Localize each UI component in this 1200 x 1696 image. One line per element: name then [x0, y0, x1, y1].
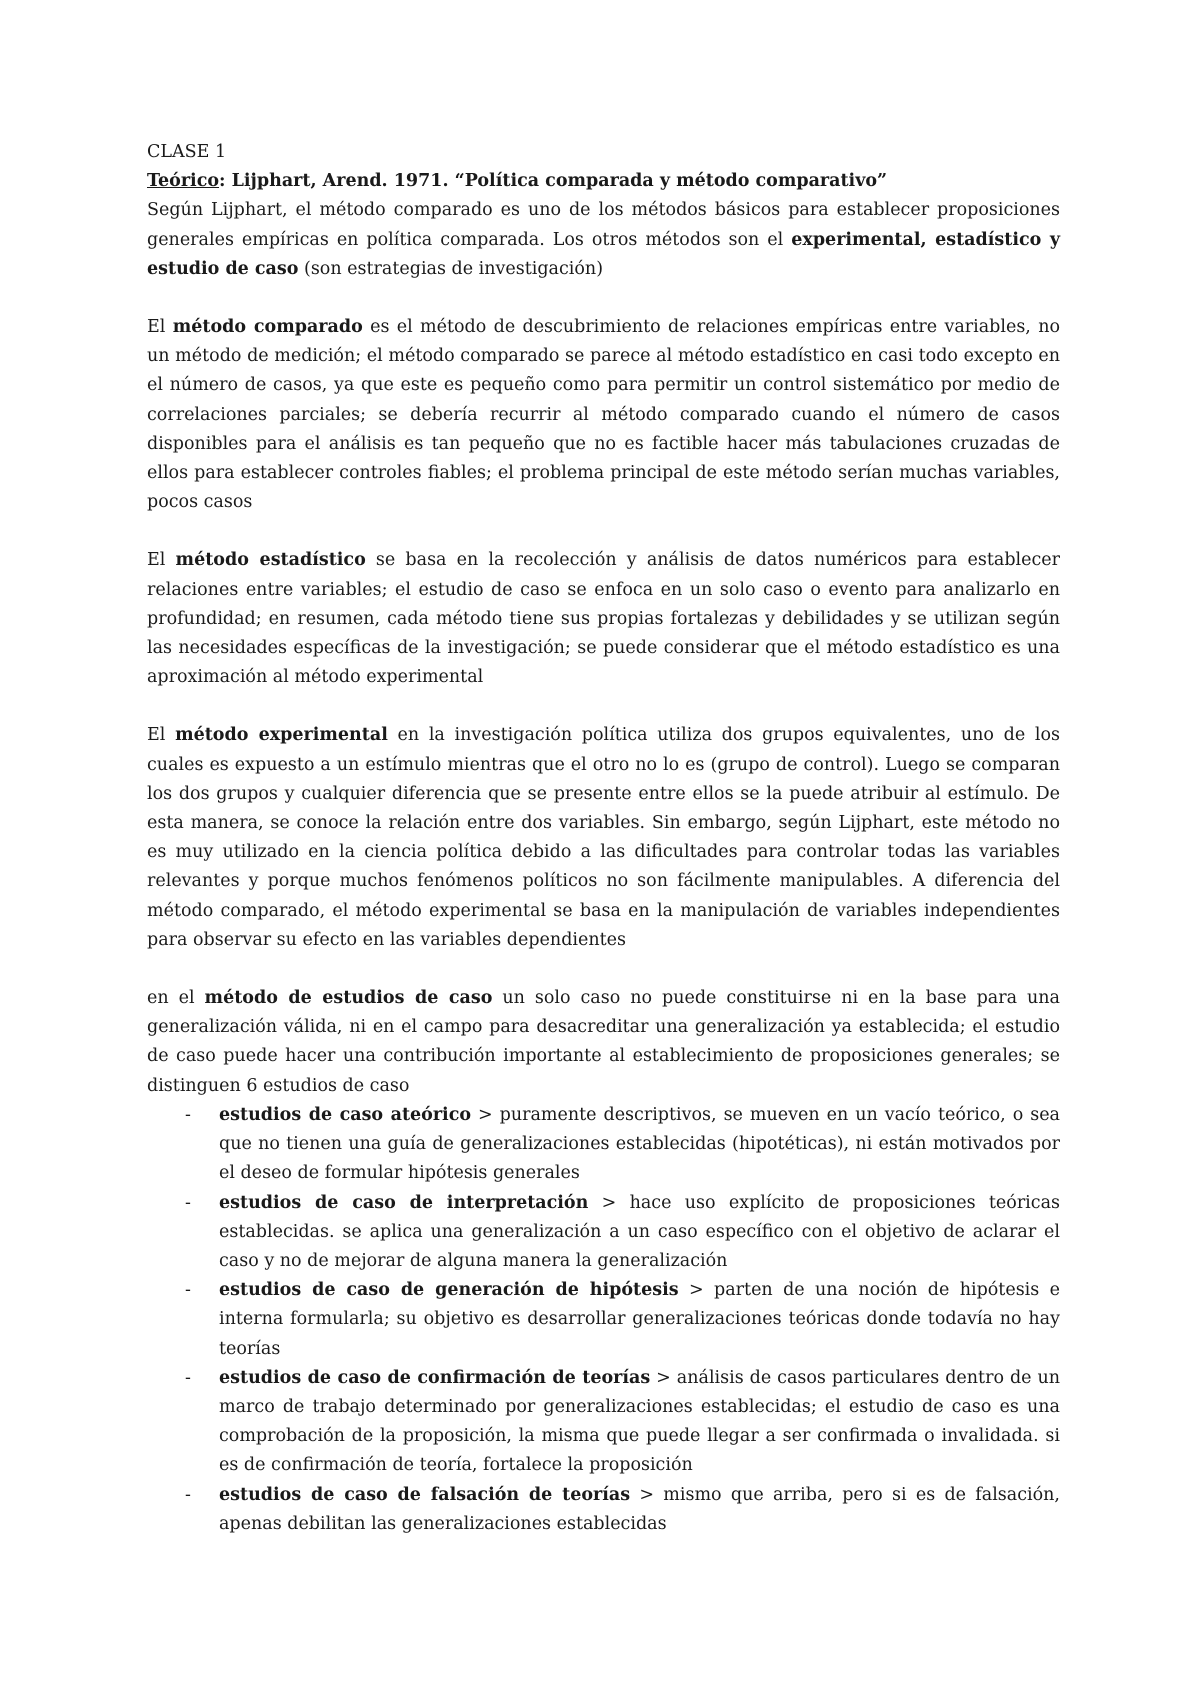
casos-text-1: en el [147, 988, 205, 1009]
intro-text-2: (son estrategias de investigación) [298, 258, 604, 279]
estadistico-bold: método estadístico [175, 550, 366, 571]
list-dash: - [185, 1484, 191, 1505]
case-type-desc: > puramente descriptivos, se mueven en un vacío teórico, o sea que no tienen una guía de generalizaciones establecidas (hipotéticas), ni están motivados por el deseo de formular hipótesis generales [219, 1104, 1060, 1184]
case-type-term: estudios de caso de falsación de teorías [219, 1484, 631, 1505]
estadistico-text-2: se basa en la recolección y análisis de datos numéricos para establecer relaciones entre variables; el estudio de caso se enfoca en un solo caso o evento para analizarlo en profundidad; en resumen, cada método tiene sus propias fortalezas y debilidades y se utilizan según las necesidades específicas de la investigación; se puede considerar que el método estadístico es una aproximación al método experimental [147, 550, 1060, 688]
comparado-paragraph [147, 313, 1060, 517]
experimental-text-1: El [147, 725, 176, 746]
case-type-desc: > parten de una noción de hipótesis e interna formularla; su objetivo es desarrollar generalizaciones teóricas donde todavía no hay teorías [219, 1280, 1060, 1359]
case-type-term: estudios de caso de confirmación de teorías [219, 1367, 651, 1388]
comparado-text-2: es el método de descubrimiento de relaciones empíricas entre variables, no un método de medición; el método comparado se parece al método estadístico en casi todo excepto en el número de casos, ya que este es pequeño como para permitir un control sistemático por medio de correlaciones parciales; se debería recurrir al método comparado cuando el número de casos disponibles para el análisis es tan pequeño que no es factible hacer más tabulaciones cruzadas de ellos para establecer controles fiables; el problema principal de este método serían muchas variables, pocos casos [147, 317, 1061, 513]
intro-bold: experimental, estadístico y estudio de caso [147, 229, 1060, 279]
case-type-term: estudios de caso ateórico [219, 1104, 472, 1125]
list-dash: - [185, 1280, 191, 1301]
case-type-term: estudios de caso de interpretación [219, 1192, 589, 1213]
reading-colon: : [219, 171, 226, 192]
estadistico-text-1: El [147, 550, 176, 571]
list-item [147, 1101, 1060, 1189]
case-type-desc: > hace uso explícito de proposiciones teóricas establecidas. se aplica una generalización a un caso específico con el objetivo de aclarar el caso y no de mejorar de alguna manera la generalización [219, 1192, 1060, 1271]
document-page [147, 138, 1060, 1539]
comparado-text-1: El [147, 317, 173, 338]
case-type-term: estudios de caso de generación de hipótesis [219, 1280, 679, 1301]
experimental-bold: método experimental [175, 725, 388, 746]
casos-text-2: un solo caso no puede constituirse ni en la base para una generalización válida, ni en el campo para desacreditar una generalización ya establecida; el estudio de caso puede hacer una contribución importante al establecimiento de proposiciones generales; se distinguen 6 estudios de caso [147, 988, 1060, 1096]
intro-paragraph [147, 196, 1060, 284]
casos-bold: método de estudios de caso [204, 988, 493, 1009]
casos-paragraph [147, 984, 1060, 1101]
case-type-desc: > análisis de casos particulares dentro de un marco de trabajo determinado por generalizaciones establecidas; el estudio de caso es una comprobación de la proposición, la misma que puede llegar a ser confirmada o invalidada. si es de confirmación de teoría, fortalece la proposición [219, 1367, 1060, 1476]
list-dash: - [185, 1192, 191, 1213]
reading-label: Teórico [147, 171, 220, 192]
list-item [147, 1364, 1060, 1481]
document-heading: CLASE 1 [147, 142, 227, 162]
experimental-paragraph [147, 721, 1060, 955]
reading-citation: Lijphart, Arend. 1971. “Política comparada y método comparativo” [225, 171, 888, 192]
case-types-list [147, 1101, 1060, 1539]
comparado-bold: método comparado [172, 317, 363, 338]
list-item [147, 1189, 1060, 1277]
paragraph-gap [147, 692, 1060, 721]
experimental-text-2: en la investigación política utiliza dos grupos equivalentes, uno de los cuales es expuesto a un estímulo mientras que el otro no lo es (grupo de control). Luego se comparan los dos grupos y cualquier diferencia que se presente entre ellos se la puede atribuir al estímulo. De esta manera, se conoce la relación entre dos variables. Sin embargo, según Lijphart, este método no es muy utilizado en la ciencia política debido a las dificultades para controlar todas las variables relevantes y porque muchos fenómenos políticos no son fácilmente manipulables. A diferencia del método comparado, el método experimental se basa en la manipulación de variables independientes para observar su efecto en las variables dependientes [147, 725, 1060, 950]
paragraph-gap [147, 955, 1060, 984]
case-type-desc: > mismo que arriba, pero si es de falsación, apenas debilitan las generalizaciones establecidas [219, 1484, 1060, 1534]
list-item [147, 1481, 1060, 1539]
list-dash: - [185, 1367, 191, 1388]
list-item [147, 1276, 1060, 1364]
list-dash: - [185, 1104, 191, 1125]
intro-text-1: Según Lijphart, el método comparado es uno de los métodos básicos para establecer proposiciones generales empíricas en política comparada. Los otros métodos son el [147, 200, 1060, 250]
reading-title [147, 167, 1060, 196]
estadistico-paragraph [147, 546, 1060, 692]
paragraph-gap [147, 284, 1060, 313]
paragraph-gap [147, 517, 1060, 546]
